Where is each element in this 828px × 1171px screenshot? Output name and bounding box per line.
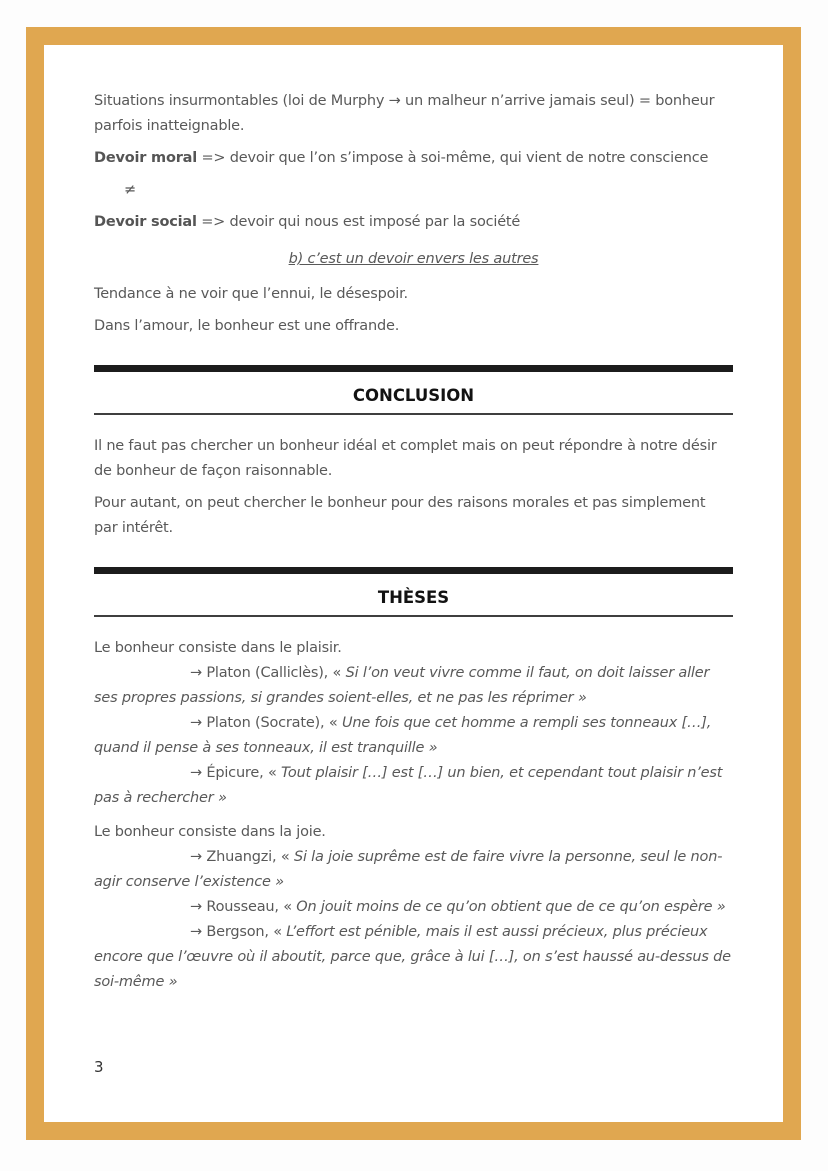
quote-author: Rousseau, [206,899,279,915]
quote-author: Platon (Socrate), [206,715,325,731]
page-content [44,45,783,1122]
close-quote-glyph: » [716,899,726,915]
theses-group-intro: Le bonheur consiste dans le plaisir. [94,640,342,656]
quote-author: Bergson, [206,924,269,940]
quote-text: Si la joie suprême est de faire vivre la personne, seul le non-agir conserve l’existence [94,849,723,890]
arrow-icon: → [190,715,202,731]
open-quote-glyph: « [280,849,290,865]
open-quote-glyph: « [267,765,277,781]
quote-text: Tout plaisir […] est […] un bien, et cependant tout plaisir n’est pas à rechercher [94,765,723,806]
devoir-moral-definition: => devoir que l’on s’impose à soi-même, qui vient de notre conscience [197,150,709,166]
section-heading-conclusion: CONCLUSION [94,365,733,415]
quote-line-platon-callicles [94,661,733,711]
theses-group-intro: Le bonheur consiste dans la joie. [94,824,326,840]
arrow-icon: → [190,899,202,915]
quote-line-platon-socrate [94,711,733,761]
page-border-frame [26,27,801,1140]
paragraph-devoir-moral [94,146,733,171]
paragraph-tendance: Tendance à ne voir que l’ennui, le désespoir. [94,286,408,302]
close-quote-glyph: » [275,874,284,890]
devoir-social-definition: => devoir qui nous est imposé par la société [196,214,521,230]
not-equal-glyph: ≠ [124,182,136,198]
conclusion-paragraph-2: Pour autant, on peut chercher le bonheur pour des raisons morales et pas simplement par intérêt. [94,495,706,536]
arrow-icon: → [190,765,202,781]
arrow-icon: → [190,924,202,940]
quote-line-bergson [94,920,733,995]
section-heading-theses: THÈSES [94,567,733,617]
quote-line-zhuangzi [94,845,733,895]
quote-text: L’effort est pénible, mais il est aussi précieux, plus précieux encore que l’œuvre où il aboutit, parce que, grâce à lui […], on s’est haussé au-dessus de soi-même [94,924,731,990]
open-quote-glyph: « [283,899,292,915]
quote-text: Une fois que cet homme a rempli ses tonneaux […], quand il pense à ses tonneaux, il est tranquille [94,715,712,756]
paragraph-amour-offrande: Dans l’amour, le bonheur est une offrande. [94,318,400,334]
devoir-moral-term: Devoir moral [94,150,198,166]
open-quote-glyph: « [273,924,282,940]
page-number: 3 [94,1058,104,1076]
paragraph-devoir-social [94,210,733,235]
quote-line-epicure [94,761,733,811]
arrow-icon: → [190,849,202,865]
theses-group-plaisir [94,636,733,811]
subsection-heading-devoir-envers-les-autres: b) c’est un devoir envers les autres [288,251,539,267]
open-quote-glyph: « [332,665,342,681]
quote-text: On jouit moins de ce qu’on obtient que de ce qu’on espère [296,899,713,915]
close-quote-glyph: » [217,790,227,806]
quote-author: Zhuangzi, [206,849,277,865]
close-quote-glyph: » [428,740,438,756]
arrow-icon: → [190,665,202,681]
conclusion-paragraph-1: Il ne faut pas chercher un bonheur idéal et complet mais on peut répondre à notre désir de bonheur de façon raisonnable. [94,438,717,479]
close-quote-glyph: » [168,974,178,990]
quote-line-rousseau [94,895,733,920]
devoir-social-term: Devoir social [94,214,197,230]
close-quote-glyph: » [577,690,587,706]
paragraph-situations: Situations insurmontables (loi de Murphy → un malheur n’arrive jamais seul) = bonheur parfois inatteignable. [94,93,715,134]
theses-group-joie [94,820,733,995]
open-quote-glyph: « [328,715,338,731]
quote-text: Si l’on veut vivre comme il faut, on doit laisser aller ses propres passions, si grandes soient-elles, et ne pas les réprimer [94,665,710,706]
quote-author: Platon (Calliclès), [206,665,329,681]
quote-author: Épicure, [206,765,264,781]
